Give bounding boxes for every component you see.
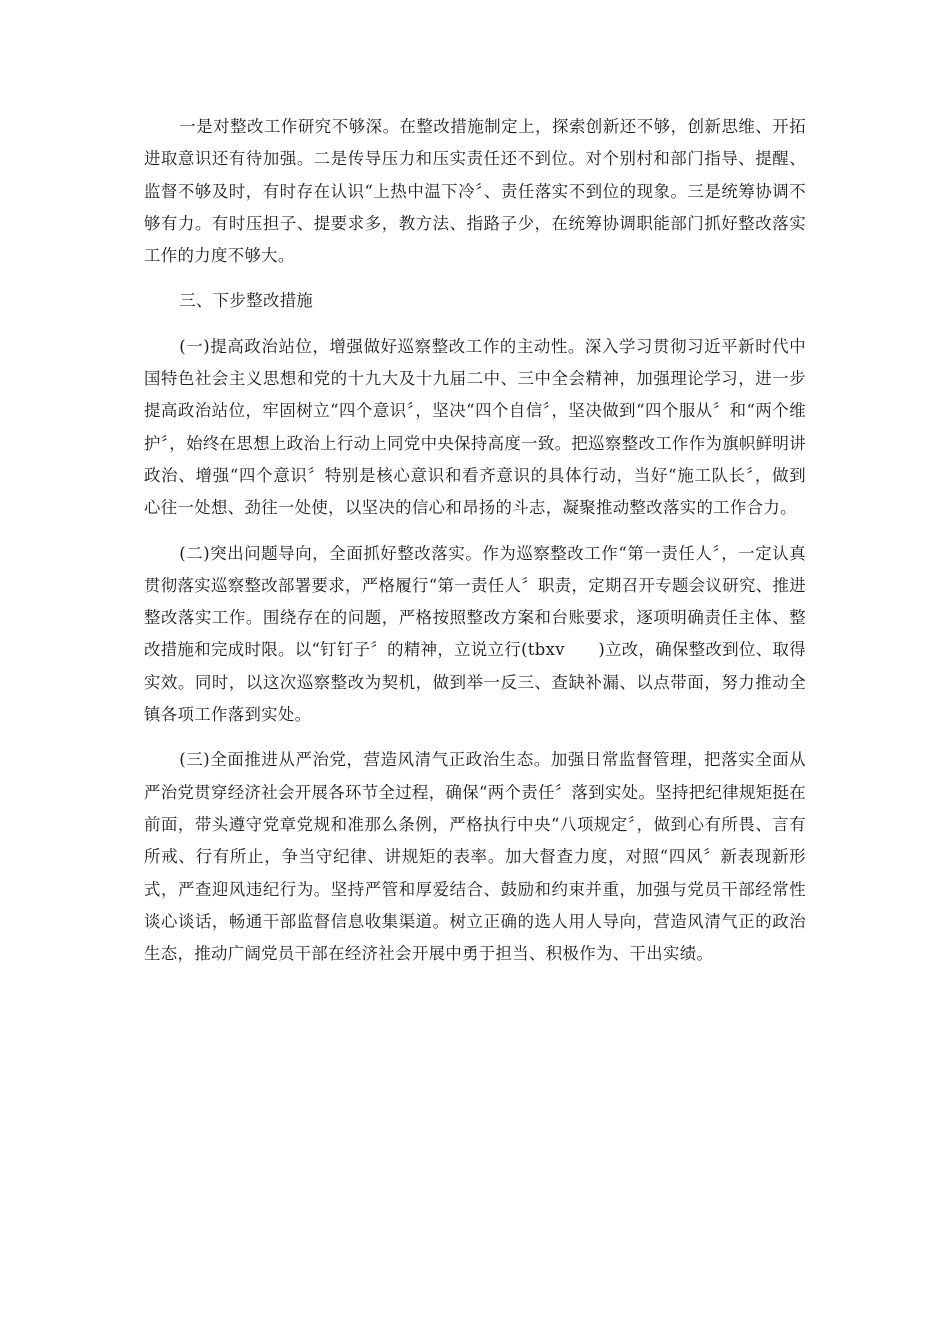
document-body xyxy=(144,111,806,970)
section-heading-next-steps: 三、下步整改措施 xyxy=(179,291,314,311)
paragraph-measure-3: (三)全面推进从严治党，营造风清气正政治生态。加强日常监督管理，把落实全面从严治党贯穿经济社会开展各环节全过程，确保“两个责任〞落到实处。坚持把纪律规矩挺在前面，带头遵守党章党规和准那么条例，严格执行中央“八项规定〞，做到心有所畏、言有所戒、行有所止，争当守纪律、讲规矩的表率。加大督查力度，对照“四风〞新表现新形式，严查迎风违纪行为。坚持严管和厚爱结合、鼓励和约束并重，加强与党员干部经常性谈心谈话，畅通干部监督信息收集渠道。树立正确的选人用人导向，营造风清气正的政治生态，推动广阔党员干部在经济社会开展中勇于担当、积极作为、干出实绩。 xyxy=(144,750,806,964)
paragraph-measure-2: (二)突出问题导向，全面抓好整改落实。作为巡察整改工作“第一责任人〞，一定认真贯彻落实巡察整改部署要求，严格履行“第一责任人〞职责，定期召开专题会议研究、推进整改落实工作。围绕存在的问题，严格按照整改方案和台账要求，逐项明确责任主体、整改措施和完成时限。以“钉钉子〞的精神，立说立行(tbxv )立改，确保整改到位、取得实效。同时，以这次巡察整改为契机，做到举一反三、查缺补漏、以点带面，努力推动全镇各项工作落到实处。 xyxy=(144,543,806,725)
paragraph-shortcomings: 一是对整改工作研究不够深。在整改措施制定上，探索创新还不够，创新思维、开拓进取意识还有待加强。二是传导压力和压实责任还不到位。对个别村和部门指导、提醒、监督不够及时，有时存在认识“上热中温下冷〞、责任落实不到位的现象。三是统筹协调不够有力。有时压担子、提要求多，教方法、指路子少，在统筹协调职能部门抓好整改落实工作的力度不够大。 xyxy=(144,117,806,266)
paragraph-measure-1: (一)提高政治站位，增强做好巡察整改工作的主动性。深入学习贯彻习近平新时代中国特色社会主义思想和党的十九大及十九届二中、三中全会精神，加强理论学习，进一步提高政治站位，牢固树立“四个意识〞，坚决“四个自信〞，坚决做到“四个服从〞和“两个维护〞，始终在思想上政治上行动上同党中央保持高度一致。把巡察整改工作作为旗帜鲜明讲政治、增强“四个意识〞特别是核心意识和看齐意识的具体行动，当好“施工队长〞，做到心往一处想、劲往一处使，以坚决的信心和昂扬的斗志，凝聚推动整改落实的工作合力。 xyxy=(144,336,806,518)
